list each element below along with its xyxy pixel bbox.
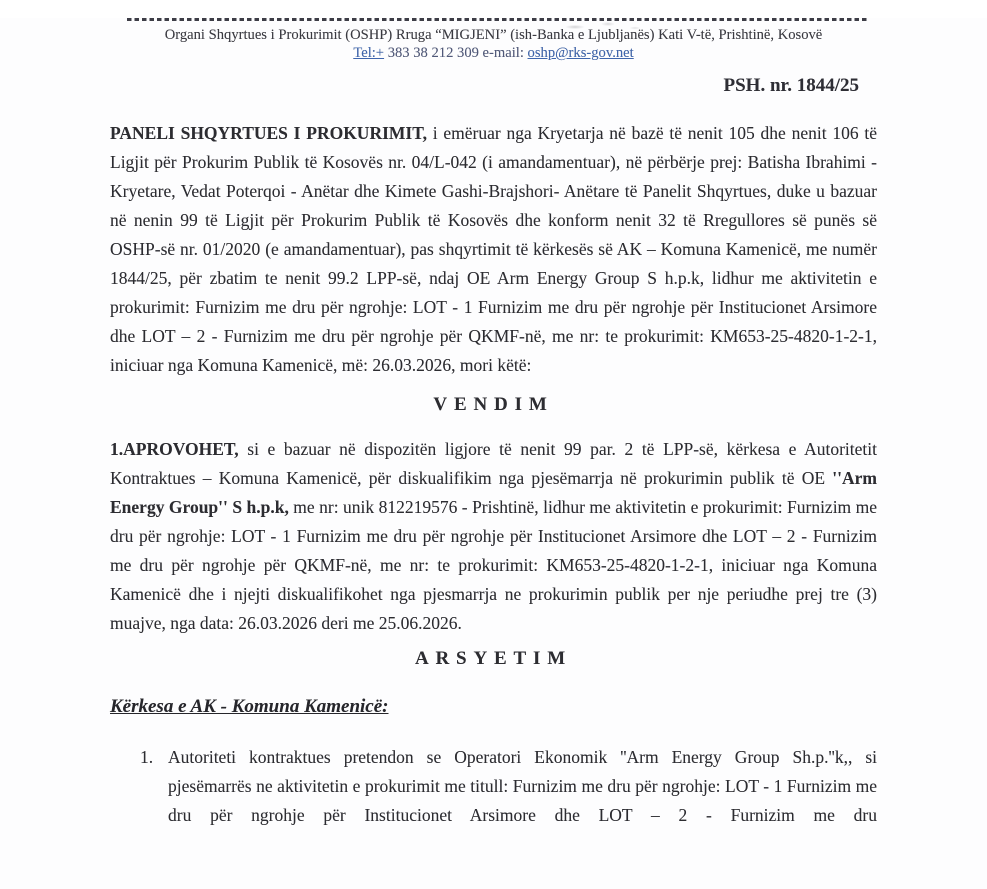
decision-lead: 1.APROVOHET,: [110, 439, 239, 459]
list-text: Autoriteti kontraktues pretendon se Operatori Ekonomik ''Arm Energy Group Sh.p.''k,, si pjesëmarrës ne aktivitetin e prokurimit me titull: Furnizim me dru për ngrohje: LOT - 1 Furnizim me dru për ngrohje për Institucionet Arsimore dhe LOT – 2 - Furnizim me dru: [168, 747, 877, 825]
tel-link[interactable]: Tel:+: [353, 45, 385, 61]
company-name: ''Arm Energy Group'' S h.p.k,: [110, 468, 877, 517]
scanned-document-page: [0, 18, 987, 889]
contact-text: 383 38 212 309 e-mail:: [384, 45, 528, 61]
decision-text-2: me nr: unik 812219576 - Prishtinë, lidhur me aktivitetin e prokurimit: Furnizim me dru për ngrohje: LOT - 1 Furnizim me dru për ngrohje për Institucionet Arsimore dhe LOT – 2 - Furnizim me dru për ngrohje për QKMF-në, me nr: te prokurimit: KM653-25-4820-1-2-1, iniciuar nga Komuna Kamenicë dhe i njejti diskualifikohet nga pjesmarrja ne prokurimin publik per nje periudhe prej tre (3) muajve, nga data: 26.03.2026 deri me 25.06.2026.: [110, 497, 877, 633]
list-item: [110, 743, 877, 830]
section-heading-kerkesa-ak: Kërkesa e AK - Komuna Kamenicë:: [110, 696, 389, 717]
intro-paragraph: [110, 119, 877, 380]
contact-line: [0, 44, 987, 62]
decision-text-1: si e bazuar në dispozitën ligjore të nenit 99 par. 2 të LPP-së, kërkesa e Autoritetit Kontraktues – Komuna Kamenicë, për diskualifikim nga pjesëmarrja në prokurimin publik të OE: [110, 439, 877, 488]
document-body: [110, 74, 877, 830]
panel-title: PANELI SHQYRTUES I PROKURIMIT,: [110, 123, 427, 143]
email-link[interactable]: oshp@rks-gov.net: [527, 45, 634, 61]
header-divider: [127, 18, 869, 21]
arsyetim-heading: ARSYETIM: [414, 648, 573, 669]
decision-paragraph: [110, 435, 877, 638]
intro-text: i emëruar nga Kryetarja në bazë të nenit 105 dhe nenit 106 të Ligjit për Prokurim Publik të Kosovës nr. 04/L-042 (i amandamentuar), në përbërje prej: Batisha Ibrahimi - Kryetare, Vedat Poterqoi - Anëtar dhe Kimete Gashi-Brajshori- Anëtare të Panelit Shqyrtues, duke u bazuar në nenin 99 të Ligjit për Prokurim Publik të Kosovës dhe konform nenit 32 të Rregullores së punës së OSHP-së nr. 01/2020 (e amandamentuar), pas shqyrtimit të kërkesës së AK – Komuna Kamenicë, me numër 1844/25, për zbatim te nenit 99.2 LPP-së, ndaj OE Arm Energy Group S h.p.k, lidhur me aktivitetin e prokurimit: Furnizim me dru për ngrohje: LOT - 1 Furnizim me dru për ngrohje për Institucionet Arsimore dhe LOT – 2 - Furnizim me dru për ngrohje për QKMF-në, me nr: te prokurimit: KM653-25-4820-1-2-1, iniciuar nga Komuna Kamenicë, më: 26.03.2026, mori këtë:: [110, 123, 877, 375]
scan-artifact: [560, 21, 650, 31]
vendim-heading: VENDIM: [433, 394, 554, 415]
org-address-line: Organi Shqyrtues i Prokurimit (OSHP) Rruga “MIGJENI” (ish-Banka e Ljubljanës) Kati V-të, Prishtinë, Kosovë: [164, 27, 823, 43]
list-number: 1.: [140, 747, 154, 767]
case-number: PSH. nr. 1844/25: [723, 75, 859, 96]
